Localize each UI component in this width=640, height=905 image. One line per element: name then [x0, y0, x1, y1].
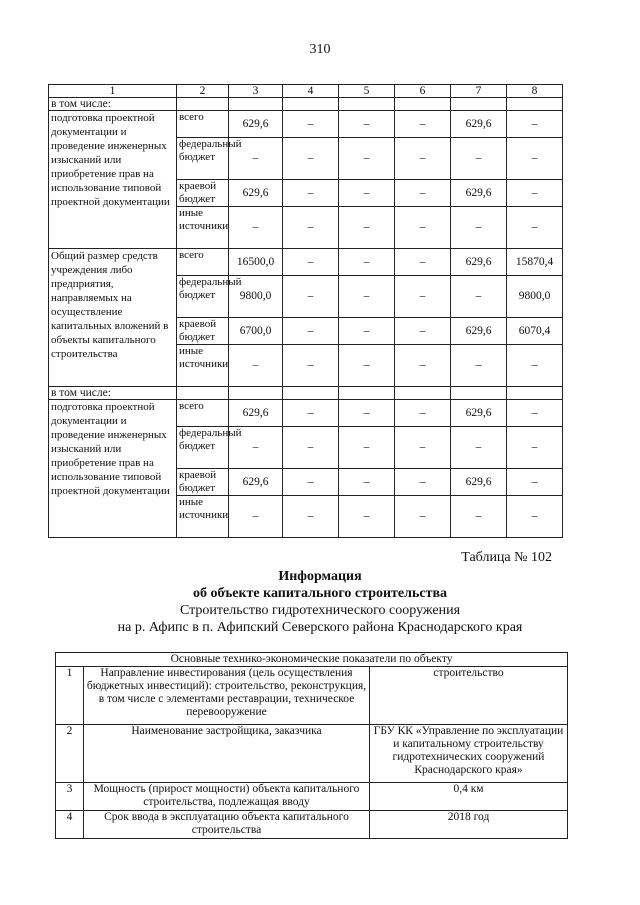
column-header: 4 — [283, 85, 339, 98]
funding-source: всего — [177, 400, 229, 427]
empty-cell — [451, 98, 507, 111]
empty-cell — [229, 98, 283, 111]
value-cell: 9800,0 — [229, 276, 283, 318]
info-row-name: Направление инвестирования (цель осуществления бюджетных инвестиций): строительство, реконструкция, в том числе с элементами реставрации, техническое перевооружение — [84, 667, 370, 725]
funding-source: федеральный бюджет — [177, 138, 229, 180]
info-row-name: Срок ввода в эксплуатацию объекта капитального строительства — [84, 811, 370, 839]
value-cell: – — [451, 345, 507, 387]
empty-cell — [395, 387, 451, 400]
value-cell: – — [283, 400, 339, 427]
info-row — [56, 667, 568, 725]
value-cell: – — [283, 180, 339, 207]
value-cell: – — [395, 469, 451, 496]
value-cell: 6070,4 — [507, 318, 563, 345]
value-cell: 629,6 — [451, 400, 507, 427]
value-cell: – — [283, 111, 339, 138]
table-row — [49, 400, 563, 427]
value-cell: – — [507, 111, 563, 138]
value-cell: – — [507, 180, 563, 207]
value-cell: – — [283, 496, 339, 538]
value-cell: – — [229, 496, 283, 538]
value-cell: – — [451, 427, 507, 469]
value-cell: – — [283, 427, 339, 469]
column-header: 2 — [177, 85, 229, 98]
column-header: 5 — [339, 85, 395, 98]
title-line-3: Строительство гидротехнического сооружения — [179, 603, 461, 618]
info-row-num: 4 — [56, 811, 84, 839]
value-cell: – — [339, 276, 395, 318]
value-cell: 629,6 — [229, 400, 283, 427]
value-cell: – — [283, 276, 339, 318]
value-cell: – — [229, 345, 283, 387]
value-cell: – — [229, 427, 283, 469]
info-row-value: строительство — [370, 667, 568, 725]
empty-cell — [339, 387, 395, 400]
info-table-header: Основные технико-экономические показатели по объекту — [56, 653, 568, 667]
title-line-4: на р. Афипс в п. Афипский Северского района Краснодарского края — [117, 620, 523, 635]
info-row-num: 3 — [56, 783, 84, 811]
info-row-value: 0,4 км — [370, 783, 568, 811]
info-row — [56, 783, 568, 811]
funding-source: краевой бюджет — [177, 469, 229, 496]
column-header: 8 — [507, 85, 563, 98]
column-header: 7 — [451, 85, 507, 98]
table-row — [49, 111, 563, 138]
table-number: Таблица № 102 — [461, 550, 552, 565]
empty-cell — [339, 98, 395, 111]
value-cell: – — [283, 207, 339, 249]
value-cell: – — [507, 400, 563, 427]
value-cell: 6700,0 — [229, 318, 283, 345]
value-cell: – — [507, 207, 563, 249]
value-cell: – — [395, 345, 451, 387]
empty-cell — [229, 387, 283, 400]
value-cell: – — [507, 496, 563, 538]
empty-cell — [451, 387, 507, 400]
funding-source: краевой бюджет — [177, 180, 229, 207]
value-cell: 629,6 — [229, 469, 283, 496]
value-cell: 629,6 — [451, 111, 507, 138]
value-cell: 629,6 — [229, 180, 283, 207]
empty-cell — [395, 98, 451, 111]
caption-row — [49, 98, 563, 111]
value-cell: 16500,0 — [229, 249, 283, 276]
value-cell: – — [507, 345, 563, 387]
value-cell: – — [339, 400, 395, 427]
section-caption: в том числе: — [49, 387, 177, 400]
value-cell: – — [395, 207, 451, 249]
empty-cell — [177, 98, 229, 111]
value-cell: – — [507, 138, 563, 180]
value-cell: – — [395, 249, 451, 276]
empty-cell — [507, 387, 563, 400]
value-cell: – — [395, 138, 451, 180]
value-cell: 629,6 — [451, 180, 507, 207]
value-cell: 15870,4 — [507, 249, 563, 276]
column-header: 3 — [229, 85, 283, 98]
funding-source: всего — [177, 249, 229, 276]
funding-source: всего — [177, 111, 229, 138]
funding-source: иные источники — [177, 207, 229, 249]
column-header: 6 — [395, 85, 451, 98]
row-label: подготовка проектной документации и проведение инженерных изысканий или приобретение прав на использование типовой проектной документации — [49, 400, 177, 538]
caption-row — [49, 387, 563, 400]
value-cell: – — [283, 469, 339, 496]
object-title — [0, 568, 640, 636]
value-cell: 629,6 — [451, 318, 507, 345]
value-cell: 9800,0 — [507, 276, 563, 318]
value-cell: – — [451, 496, 507, 538]
empty-cell — [283, 98, 339, 111]
funding-source: иные источники — [177, 496, 229, 538]
value-cell: – — [283, 249, 339, 276]
value-cell: 629,6 — [451, 469, 507, 496]
value-cell: – — [339, 318, 395, 345]
info-row — [56, 811, 568, 839]
value-cell: – — [229, 138, 283, 180]
empty-cell — [507, 98, 563, 111]
value-cell: – — [339, 249, 395, 276]
funding-source: краевой бюджет — [177, 318, 229, 345]
value-cell: – — [339, 345, 395, 387]
value-cell: 629,6 — [229, 111, 283, 138]
value-cell: – — [339, 138, 395, 180]
empty-cell — [177, 387, 229, 400]
page-number: 310 — [309, 42, 331, 57]
info-row-name: Мощность (прирост мощности) объекта капитального строительства, подлежащая вводу — [84, 783, 370, 811]
value-cell: – — [395, 427, 451, 469]
funding-source: федеральный бюджет — [177, 276, 229, 318]
info-row-num: 2 — [56, 725, 84, 783]
value-cell: – — [283, 138, 339, 180]
row-label: Общий размер средств учреждения либо предприятия, направляемых на осуществление капитальных вложений в объекты капитального строительства — [49, 249, 177, 387]
value-cell: – — [395, 111, 451, 138]
value-cell: – — [339, 427, 395, 469]
value-cell: – — [339, 496, 395, 538]
value-cell: – — [339, 180, 395, 207]
value-cell: – — [451, 207, 507, 249]
value-cell: – — [395, 400, 451, 427]
row-label: подготовка проектной документации и проведение инженерных изысканий или приобретение прав на использование типовой проектной документации — [49, 111, 177, 249]
column-header: 1 — [49, 85, 177, 98]
title-line-1: Информация — [278, 569, 362, 584]
title-line-2: об объекте капитального строительства — [192, 586, 448, 601]
section-caption: в том числе: — [49, 98, 177, 111]
budget-table — [48, 84, 563, 538]
value-cell: – — [339, 207, 395, 249]
funding-source: федеральный бюджет — [177, 427, 229, 469]
value-cell: – — [229, 207, 283, 249]
value-cell: – — [339, 111, 395, 138]
value-cell: – — [395, 318, 451, 345]
value-cell: 629,6 — [451, 249, 507, 276]
info-row-name: Наименование застройщика, заказчика — [84, 725, 370, 783]
value-cell: – — [507, 427, 563, 469]
info-table — [55, 652, 568, 839]
value-cell: – — [283, 318, 339, 345]
value-cell: – — [339, 469, 395, 496]
value-cell: – — [395, 276, 451, 318]
header-row — [49, 85, 563, 98]
value-cell: – — [507, 469, 563, 496]
info-row-num: 1 — [56, 667, 84, 725]
value-cell: – — [283, 345, 339, 387]
table-row — [49, 249, 563, 276]
info-row-value: ГБУ КК «Управление по эксплуатации и капитальному строительству гидротехнических сооружений Краснодарского края» — [370, 725, 568, 783]
info-row — [56, 725, 568, 783]
value-cell: – — [451, 276, 507, 318]
value-cell: – — [451, 138, 507, 180]
value-cell: – — [395, 180, 451, 207]
info-row-value: 2018 год — [370, 811, 568, 839]
funding-source: иные источники — [177, 345, 229, 387]
empty-cell — [283, 387, 339, 400]
value-cell: – — [395, 496, 451, 538]
